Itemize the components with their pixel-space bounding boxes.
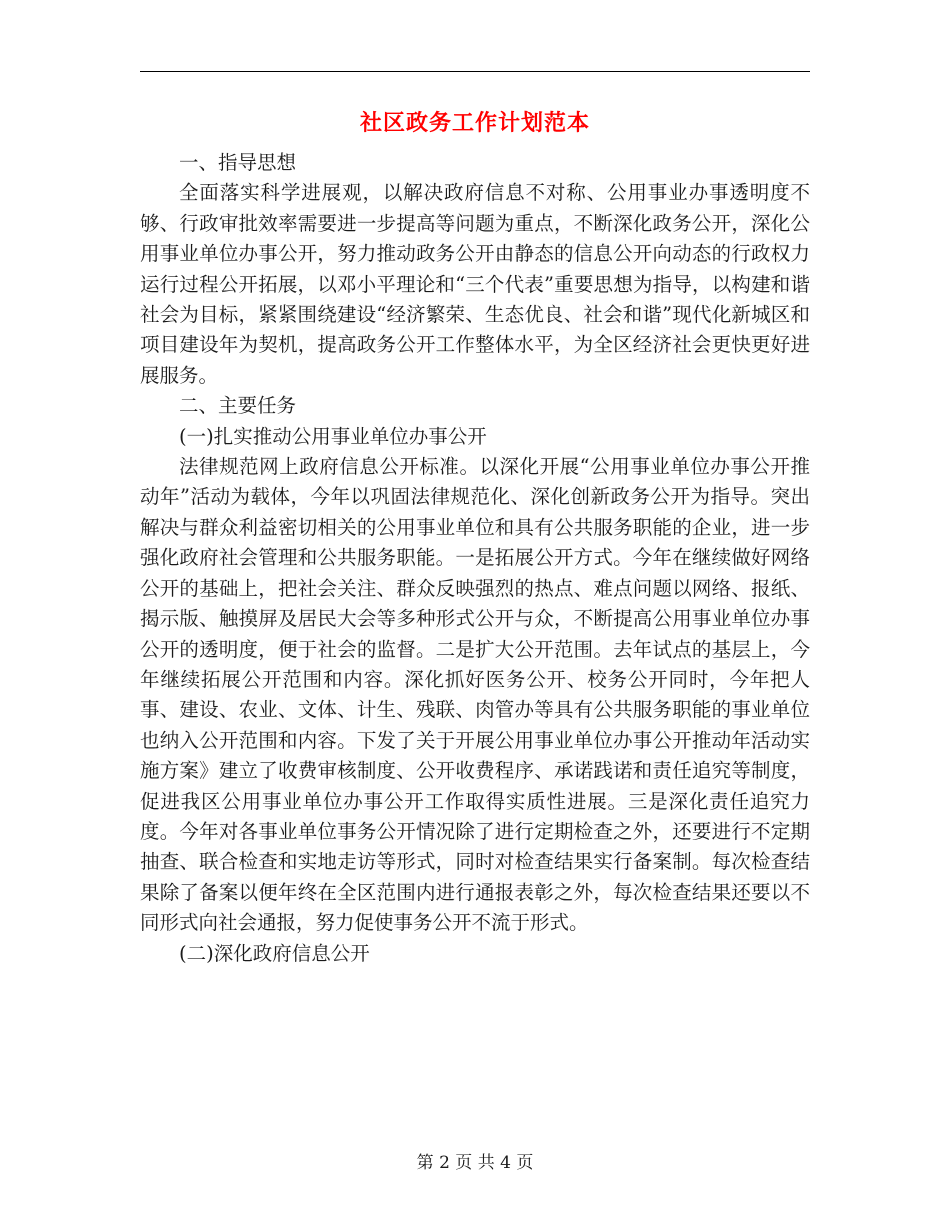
subsection-heading: (一)扎实推动公用事业单位办事公开 (179, 424, 487, 448)
body-paragraph: 法律规范网上政府信息公开标准。以深化开展“公用事业单位办事公开推动年”活动为载体，今年以巩固法律规范化、深化创新政务公开为指导。突出解决与群众利益密切相关的公用事业单位和具有公共服务职能的企业，进一步强化政府社会管理和公共服务职能。一是拓展公开方式。今年在继续做好网络公开的基础上，把社会关注、群众反映强烈的热点、难点问题以网络、报纸、揭示版、触摸屏及居民大会等多种形式公开与众，不断提高公用事业单位办事公开的透明度，便于社会的监督。二是扩大公开范围。去年试点的基层上，今年继续拓展公开范围和内容。深化抓好医务公开、校务公开同时，今年把人事、建设、农业、文体、计生、残联、肉管办等具有公共服务职能的事业单位也纳入公开范围和内容。下发了关于开展公用事业单位办事公开推动年活动实施方案》建立了收费审核制度、公开收费程序、承诺践诺和责任追究等制度，促进我区公用事业单位办事公开工作取得实质性进展。三是深化责任追究力度。今年对各事业单位事务公开情况除了进行定期检查之外，还要进行不定期抽查、联合检查和实地走访等形式，同时对检查结果实行备案制。每次检查结果除了备案以便年终在全区范围内进行通报表彰之外，每次检查结果还要以不同形式向社会通报，努力促使事务公开不流于形式。 (140, 455, 810, 935)
page-number-footer: 第 2 页 共 4 页 (416, 1153, 534, 1173)
section-heading-main-tasks: 二、主要任务 (179, 394, 297, 418)
body-paragraph: 全面落实科学进展观，以解决政府信息不对称、公用事业办事透明度不够、行政审批效率需要进一步提高等问题为重点，不断深化政务公开，深化公用事业单位办事公开，努力推动政务公开由静态的信息公开向动态的行政权力运行过程公开拓展，以邓小平理论和“三个代表”重要思想为指导，以构建和谐社会为目标，紧紧围绕建设“经济繁荣、生态优良、社会和谐”现代化新城区和项目建设年为契机，提高政务公开工作整体水平，为全区经济社会更快更好进展服务。 (140, 181, 810, 387)
subsection-heading: (二)深化政府信息公开 (179, 941, 370, 965)
header-rule (140, 71, 810, 72)
section-heading-guiding-ideology: 一、指导思想 (179, 151, 297, 174)
document-body (140, 148, 810, 969)
document-title: 社区政务工作计划范本 (359, 111, 590, 136)
